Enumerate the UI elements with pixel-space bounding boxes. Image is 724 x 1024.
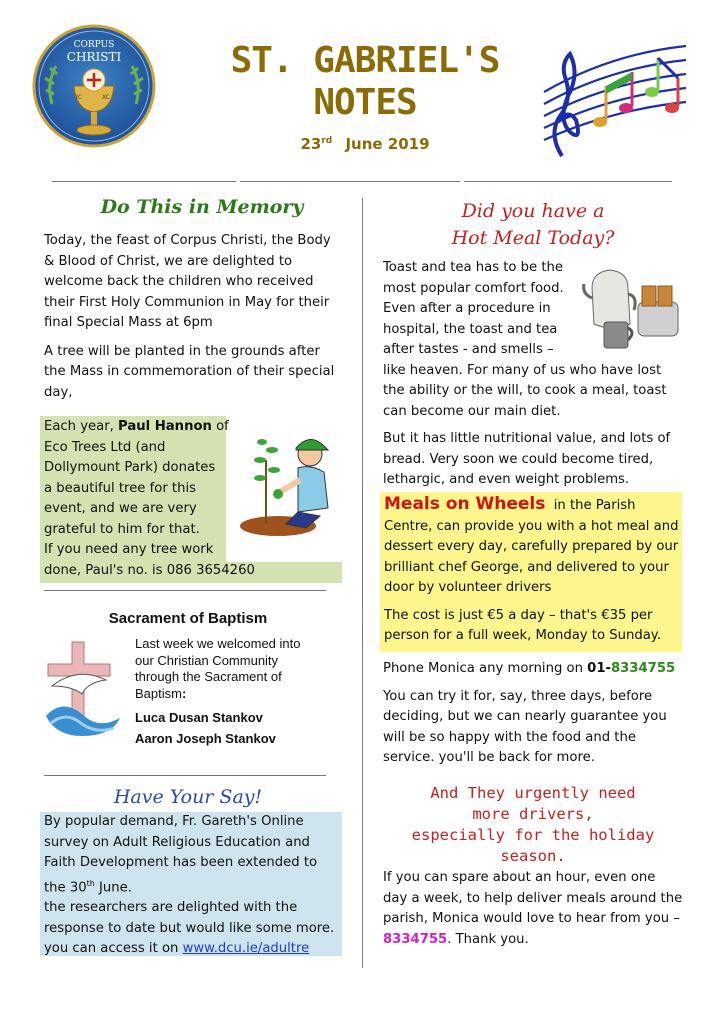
phone-text: Phone Monica any morning on bbox=[383, 661, 588, 676]
say-line-4b: June. bbox=[94, 879, 132, 895]
baptism-colon: : bbox=[181, 685, 187, 701]
meal-line-2: most popular comfort food. bbox=[383, 280, 564, 296]
tree-line-7: If you need any tree work bbox=[44, 542, 214, 557]
tree-line-5: event, and we are very bbox=[44, 501, 197, 516]
baptism-line-2: our Christian Community bbox=[135, 652, 279, 668]
drivers-line-2: more drivers, bbox=[472, 805, 594, 823]
say-line-4-sup: th bbox=[86, 878, 95, 888]
say-line-6: response to date but would like some more. bbox=[44, 920, 335, 936]
header-rule-3 bbox=[464, 181, 672, 182]
try-it-paragraph: You can try it for, say, three days, before deciding, but we can nearly guarantee you will be so happy with the food and the service. you'll be back for more. bbox=[383, 688, 667, 765]
wheels-line-1: in the Parish bbox=[545, 498, 636, 513]
meals-on-wheels-box bbox=[380, 492, 682, 652]
say-line-3: Faith Development has been extended to bbox=[44, 855, 318, 870]
baptism-line-3: through the Sacrament of bbox=[135, 669, 282, 684]
tree-line-1a: Each year, bbox=[44, 419, 119, 434]
logo-text-bottom: CHRISTI bbox=[66, 50, 122, 64]
spare-thanks: . Thank you. bbox=[447, 931, 529, 947]
hot-meal-heading-line-2: Hot Meal Today? bbox=[451, 227, 615, 249]
newsletter-title bbox=[200, 40, 530, 124]
baptism-line-1: Last week we welcomed into bbox=[135, 636, 301, 651]
spare-line bbox=[383, 868, 683, 950]
say-line-2: survey on Adult Religious Education and bbox=[44, 834, 310, 850]
wheels-cost: The cost is just €5 a day – that's €35 per person for a full week, Monday to Sunday. bbox=[384, 607, 661, 643]
drivers-line-3: especially for the holiday season. bbox=[411, 826, 655, 865]
gardener-planting-illustration bbox=[236, 420, 340, 540]
phone-and-try bbox=[383, 659, 685, 769]
meal-line-7: the ability or the will, to cook a meal, toast bbox=[383, 383, 667, 398]
say-line-1: By popular demand, Fr. Gareth's Online bbox=[44, 814, 304, 829]
baptism-line-4-text: Baptism bbox=[135, 685, 182, 701]
baptism-name-2: Aaron Joseph Stankov bbox=[135, 730, 276, 746]
meal-line-3: Even after a procedure in bbox=[383, 301, 551, 316]
meal-line-5: after tastes - and smells – bbox=[383, 342, 554, 357]
issue-date bbox=[200, 135, 530, 153]
tree-line-8: done, Paul's no. is 086 3654260 bbox=[44, 562, 255, 578]
header-rule-1 bbox=[52, 181, 236, 182]
donor-name: Paul Hannon bbox=[118, 419, 212, 434]
memory-heading: Do This in Memory bbox=[100, 196, 304, 218]
hot-meal-heading-line-1: Did you have a bbox=[461, 200, 605, 222]
spare-hour-paragraph bbox=[383, 868, 683, 950]
date-suffix: rd bbox=[321, 136, 333, 146]
meals-on-wheels-title: Meals on Wheels bbox=[384, 494, 546, 514]
hot-meal-heading bbox=[380, 198, 686, 252]
meal-line-1: Toast and tea has to be the bbox=[383, 260, 564, 275]
column-divider bbox=[362, 198, 363, 968]
say-line-4 bbox=[44, 874, 342, 899]
have-your-say-heading: Have Your Say! bbox=[113, 786, 263, 808]
meal-line-4: hospital, the toast and tea bbox=[383, 321, 558, 337]
tree-line-2: Eco Trees Ltd (and bbox=[44, 439, 166, 455]
say-line-7 bbox=[44, 939, 342, 960]
tree-line-1b: of bbox=[211, 419, 229, 434]
meal-paragraph-2: But it has little nutritional value, and lots of bread. Very soon we could become tired, lethargic, and even weight problems. bbox=[383, 431, 671, 487]
title-line1: ST. GABRIEL'S bbox=[230, 40, 500, 81]
baptism-dove-icon bbox=[42, 636, 124, 740]
spare-text: If you can spare about an hour, even one day a week, to help deliver meals around the parish, Monica would love to hear from you – bbox=[383, 870, 683, 926]
phone-prefix: 01- bbox=[587, 661, 611, 676]
date-rest: June 2019 bbox=[345, 135, 430, 153]
baptism-line-4 bbox=[135, 686, 335, 703]
drivers-appeal bbox=[380, 783, 686, 867]
wheels-first-line bbox=[384, 494, 682, 517]
left-rule-1 bbox=[44, 590, 326, 591]
hot-meal-text bbox=[383, 258, 683, 491]
have-your-say-box bbox=[40, 812, 342, 956]
say-line-7-text: you can access it on bbox=[44, 941, 183, 957]
say-line-4a: the 30 bbox=[44, 879, 87, 895]
date-day: 23 bbox=[300, 135, 322, 153]
meal-line-8: can become our main diet. bbox=[383, 403, 561, 419]
phone-number: 8334755 bbox=[610, 661, 676, 676]
phone-line bbox=[383, 659, 685, 680]
baptism-text bbox=[135, 636, 335, 747]
memory-paragraph-2: A tree will be planted in the grounds after the Mass in commemoration of their special day, bbox=[44, 343, 335, 400]
left-rule-2 bbox=[44, 775, 326, 776]
tree-line-3: Dollymount Park) donates bbox=[44, 460, 216, 475]
tree-line-4: a beautiful tree for this bbox=[44, 480, 196, 496]
logo-xc: XC bbox=[102, 94, 110, 101]
baptism-heading: Sacrament of Baptism bbox=[108, 610, 268, 627]
wheels-description: Centre, can provide you with a hot meal and dessert every day, carefully prepared by our brilliant chef George, and delivered to your door by volunteer drivers bbox=[384, 518, 679, 595]
memory-paragraph-1: Today, the feast of Corpus Christi, the Body & Blood of Christ, we are delighted to welcome back the children who received their First Holy Communion in May for their final Special Mass at 6pm bbox=[44, 233, 331, 330]
say-line-5: the researchers are delighted with the bbox=[44, 900, 298, 916]
logo-ic: IC bbox=[76, 94, 82, 101]
memory-section bbox=[44, 231, 344, 403]
header-rule-2 bbox=[240, 181, 460, 182]
survey-link[interactable]: www.dcu.ie/adultre bbox=[182, 941, 310, 957]
spare-number: 8334755 bbox=[383, 931, 448, 947]
tree-line-6: grateful to him for that. bbox=[44, 521, 200, 537]
meal-line-6: like heaven. For many of us who have lost bbox=[383, 362, 662, 378]
drivers-line-1: And They urgently need bbox=[430, 784, 636, 802]
title-line2: NOTES bbox=[313, 82, 417, 123]
logo-text-top: CORPUS bbox=[73, 40, 115, 50]
baptism-name-1: Luca Dusan Stankov bbox=[135, 710, 263, 725]
music-notes-illustration bbox=[540, 34, 690, 164]
corpus-christi-logo bbox=[32, 24, 156, 148]
